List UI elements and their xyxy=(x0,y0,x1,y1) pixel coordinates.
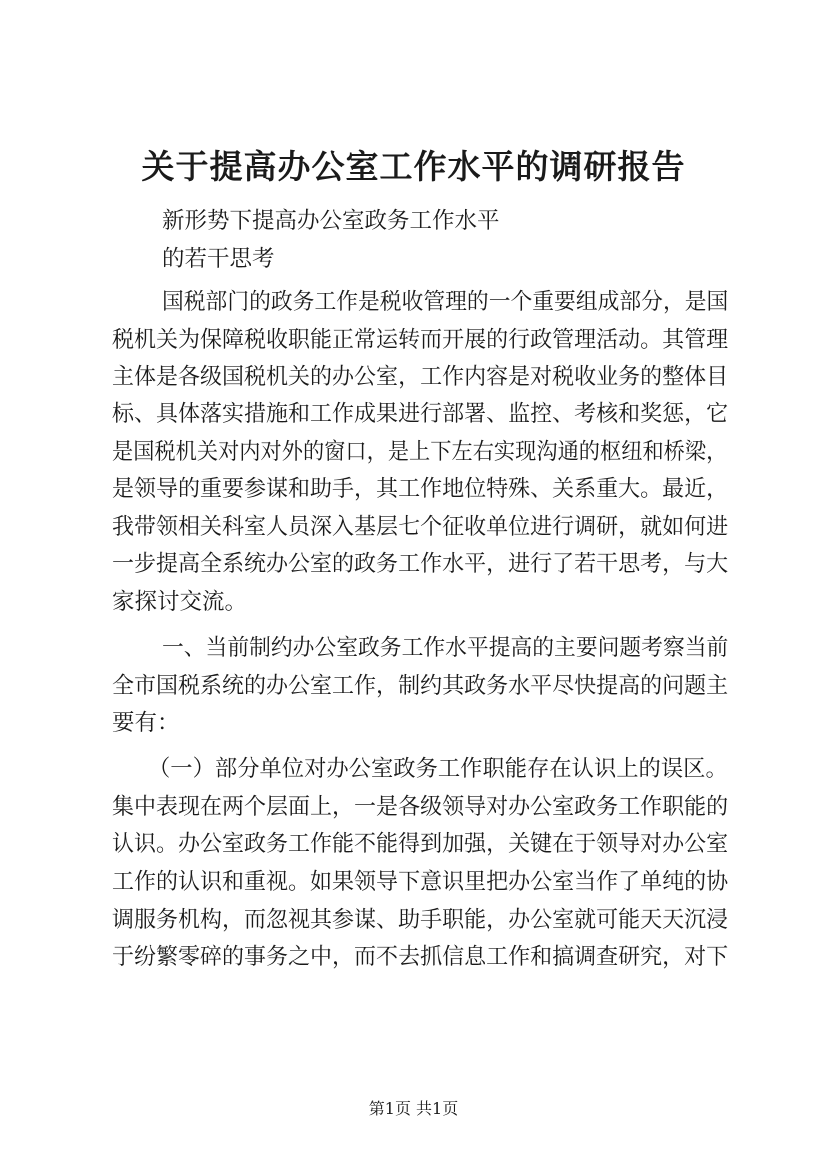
text-line: 一、当前制约办公室政务工作水平提高的主要问题考察当前 xyxy=(162,635,729,661)
text-line: 认识。办公室政务工作能不能得到加强，关键在于领导对办公室 xyxy=(112,831,729,857)
text-line: 全市国税系统的办公室工作，制约其政务水平尽快提高的问题主 xyxy=(112,673,729,699)
subtitle-line: 的若干思考 xyxy=(162,246,275,272)
text-line: 标、具体落实措施和工作成果进行部署、监控、考核和奖惩，它 xyxy=(112,401,729,427)
text-line: 调服务机构，而忽视其参谋、助手职能，办公室就可能天天沉浸 xyxy=(112,907,729,933)
text-line: 我带领相关科室人员深入基层七个征收单位进行调研，就如何进 xyxy=(112,514,729,540)
text-line: 于纷繁零碎的事务之中，而不去抓信息工作和搞调查研究，对下 xyxy=(112,944,729,970)
document-title: 关于提高办公室工作水平的调研报告 xyxy=(141,147,686,186)
text-line: 要有： xyxy=(112,710,180,736)
text-line: 集中表现在两个层面上，一是各级领导对办公室政务工作职能的 xyxy=(112,794,729,820)
text-line: 家探讨交流。 xyxy=(112,589,248,615)
text-line: 一步提高全系统办公室的政务工作水平，进行了若干思考，与大 xyxy=(112,551,729,577)
text-line: 工作的认识和重视。如果领导下意识里把办公室当作了单纯的协 xyxy=(112,869,729,895)
text-line: 是领导的重要参谋和助手，其工作地位特殊、关系重大。最近， xyxy=(112,476,729,502)
text-line: 是国税机关对内对外的窗口，是上下左右实现沟通的枢纽和桥梁， xyxy=(112,439,728,465)
subtitle-line: 新形势下提高办公室政务工作水平 xyxy=(162,208,500,234)
page-footer: 第1页 共1页 xyxy=(368,1099,459,1118)
text-line: 主体是各级国税机关的办公室，工作内容是对税收业务的整体目 xyxy=(112,364,729,390)
text-line: （一）部分单位对办公室政务工作职能存在认识上的误区。 xyxy=(148,756,728,782)
text-line: 税机关为保障税收职能正常运转而开展的行政管理活动。其管理 xyxy=(112,327,729,353)
text-line: 国税部门的政务工作是税收管理的一个重要组成部分，是国 xyxy=(162,289,729,315)
